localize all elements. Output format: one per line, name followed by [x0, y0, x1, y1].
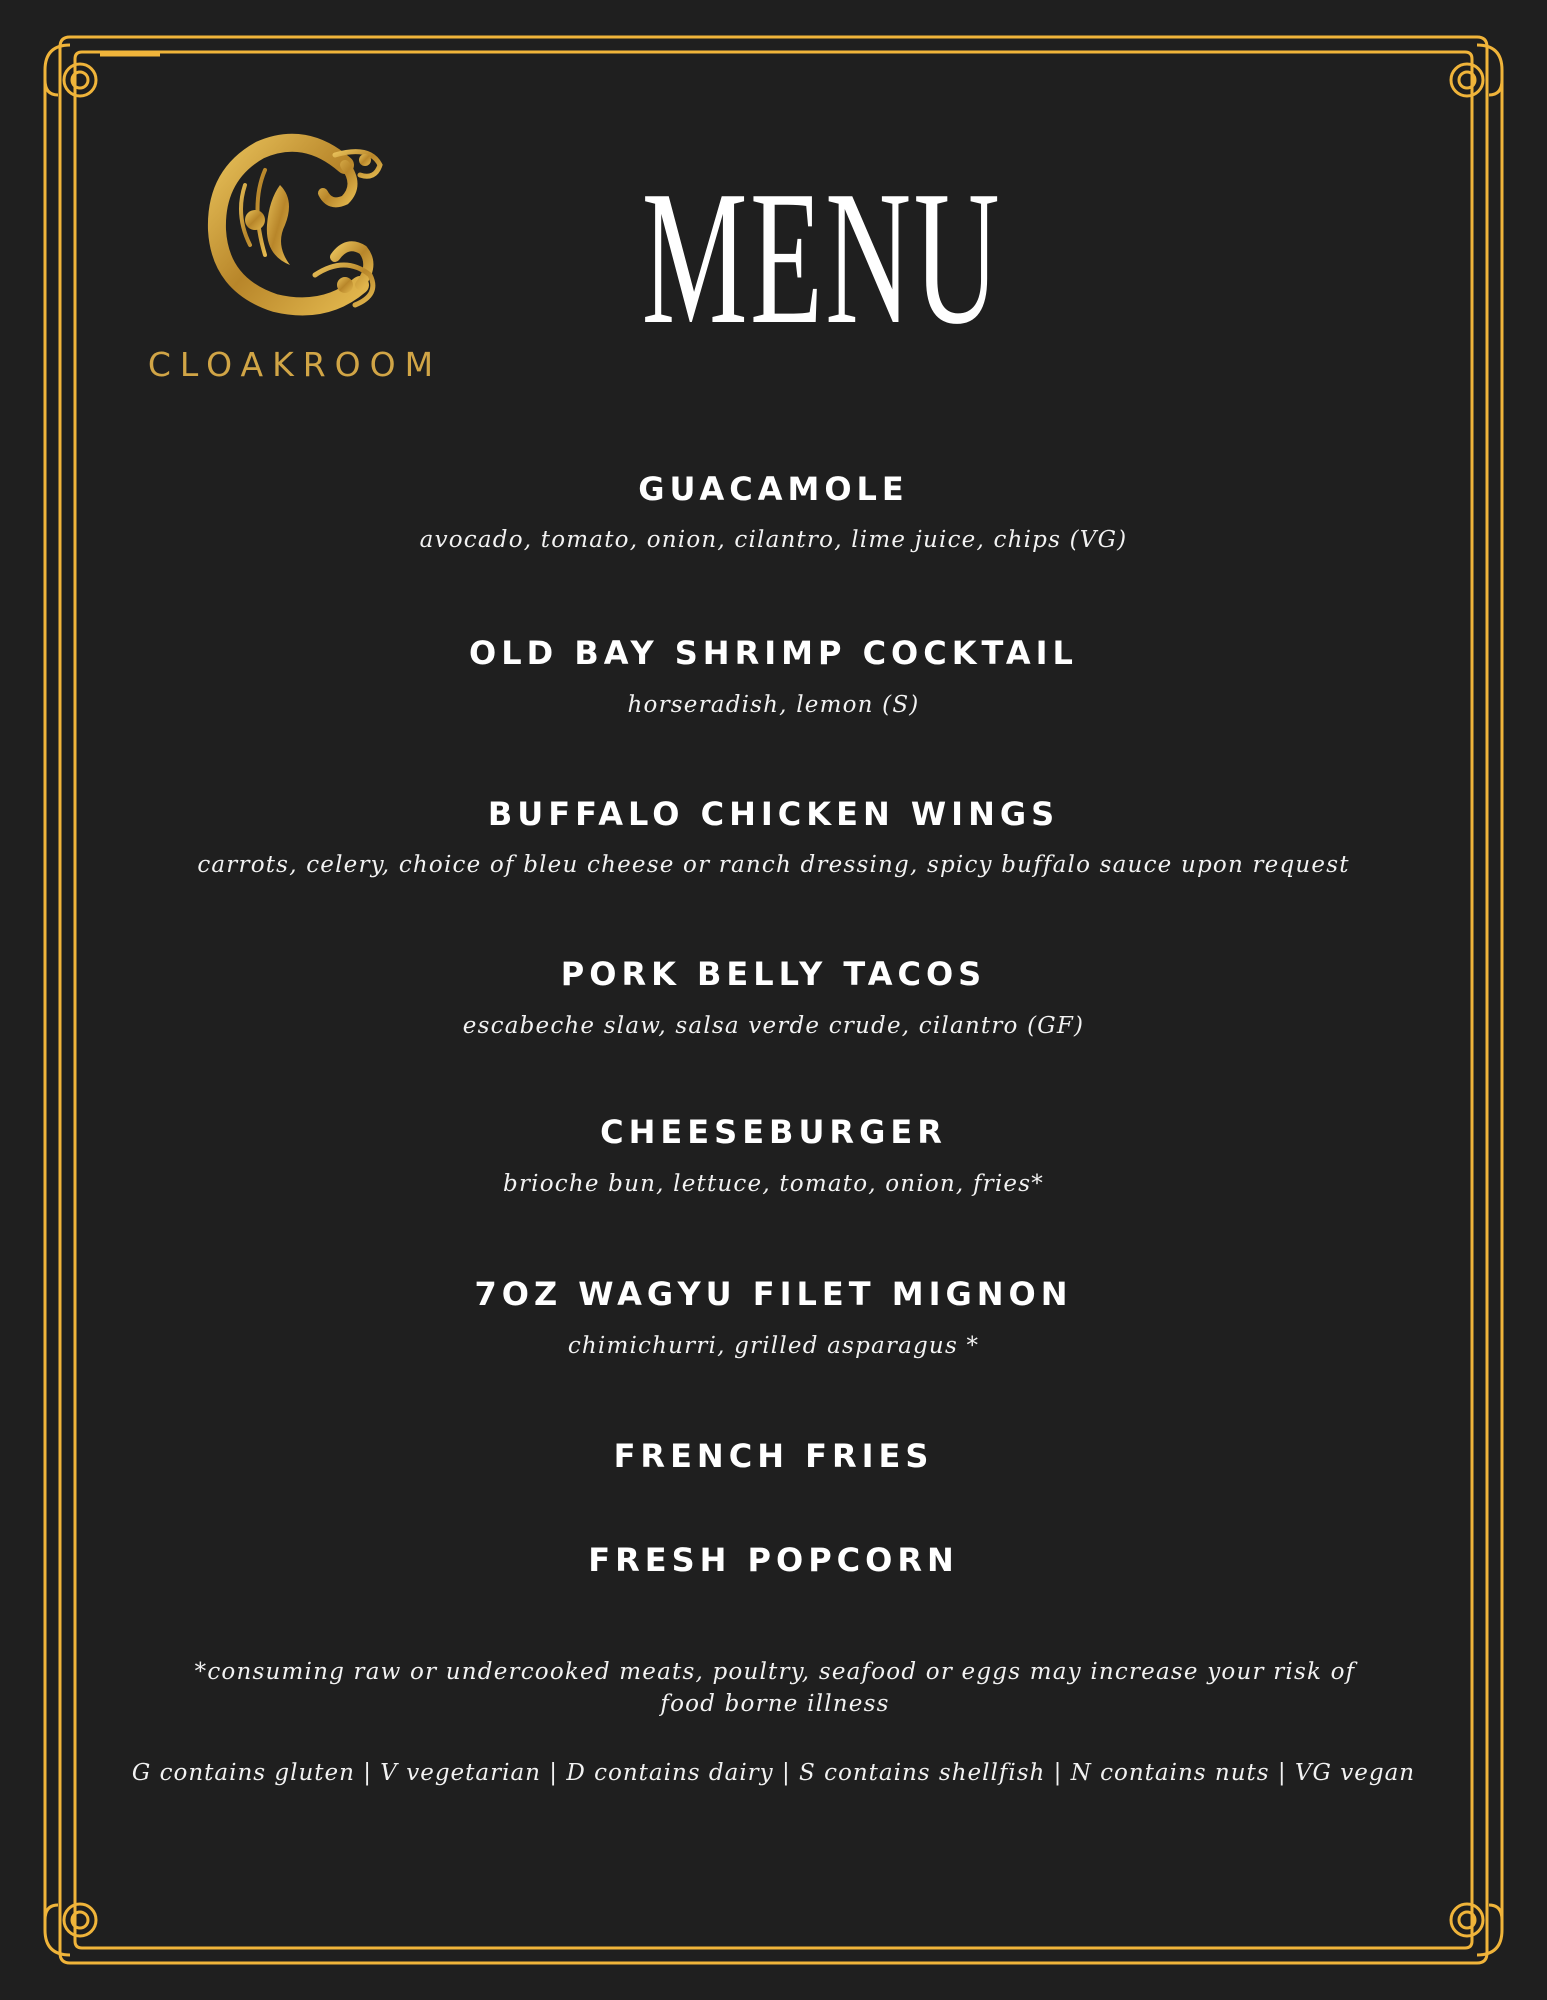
- menu-item-name: 7OZ WAGYU FILET MIGNON: [474, 1275, 1073, 1313]
- menu-item-name: FRENCH FRIES: [613, 1437, 934, 1475]
- page-title: MENU: [641, 151, 1003, 364]
- menu-item-name: GUACAMOLE: [638, 470, 909, 508]
- menu-item-description: chimichurri, grilled asparagus *: [567, 1333, 980, 1359]
- menu-item-name: PORK BELLY TACOS: [560, 955, 987, 993]
- menu-item-name: FRESH POPCORN: [588, 1541, 959, 1579]
- food-safety-warning: *consuming raw or undercooked meats, poultry, seafood or eggs may increase your risk of food borne illness: [194, 1659, 1356, 1717]
- dietary-legend: G contains gluten | V vegetarian | D contains dairy | S contains shellfish | N contains nuts | VG vegan: [131, 1760, 1416, 1786]
- menu-item-name: CHEESEBURGER: [600, 1113, 947, 1151]
- menu-item-description: escabeche slaw, salsa verde crude, cilantro (GF): [462, 1013, 1085, 1039]
- menu-item-name: BUFFALO CHICKEN WINGS: [487, 795, 1060, 833]
- menu-item-name: OLD BAY SHRIMP COCKTAIL: [469, 634, 1078, 672]
- menu-item-description: carrots, celery, choice of bleu cheese or ranch dressing, spicy buffalo sauce upon request: [197, 852, 1350, 878]
- menu-item-description: brioche bun, lettuce, tomato, onion, fries*: [503, 1171, 1044, 1197]
- menu-item-description: avocado, tomato, onion, cilantro, lime juice, chips (VG): [419, 527, 1128, 553]
- brand-name: CLOAKROOM: [147, 345, 443, 384]
- menu-item-description: horseradish, lemon (S): [627, 692, 920, 718]
